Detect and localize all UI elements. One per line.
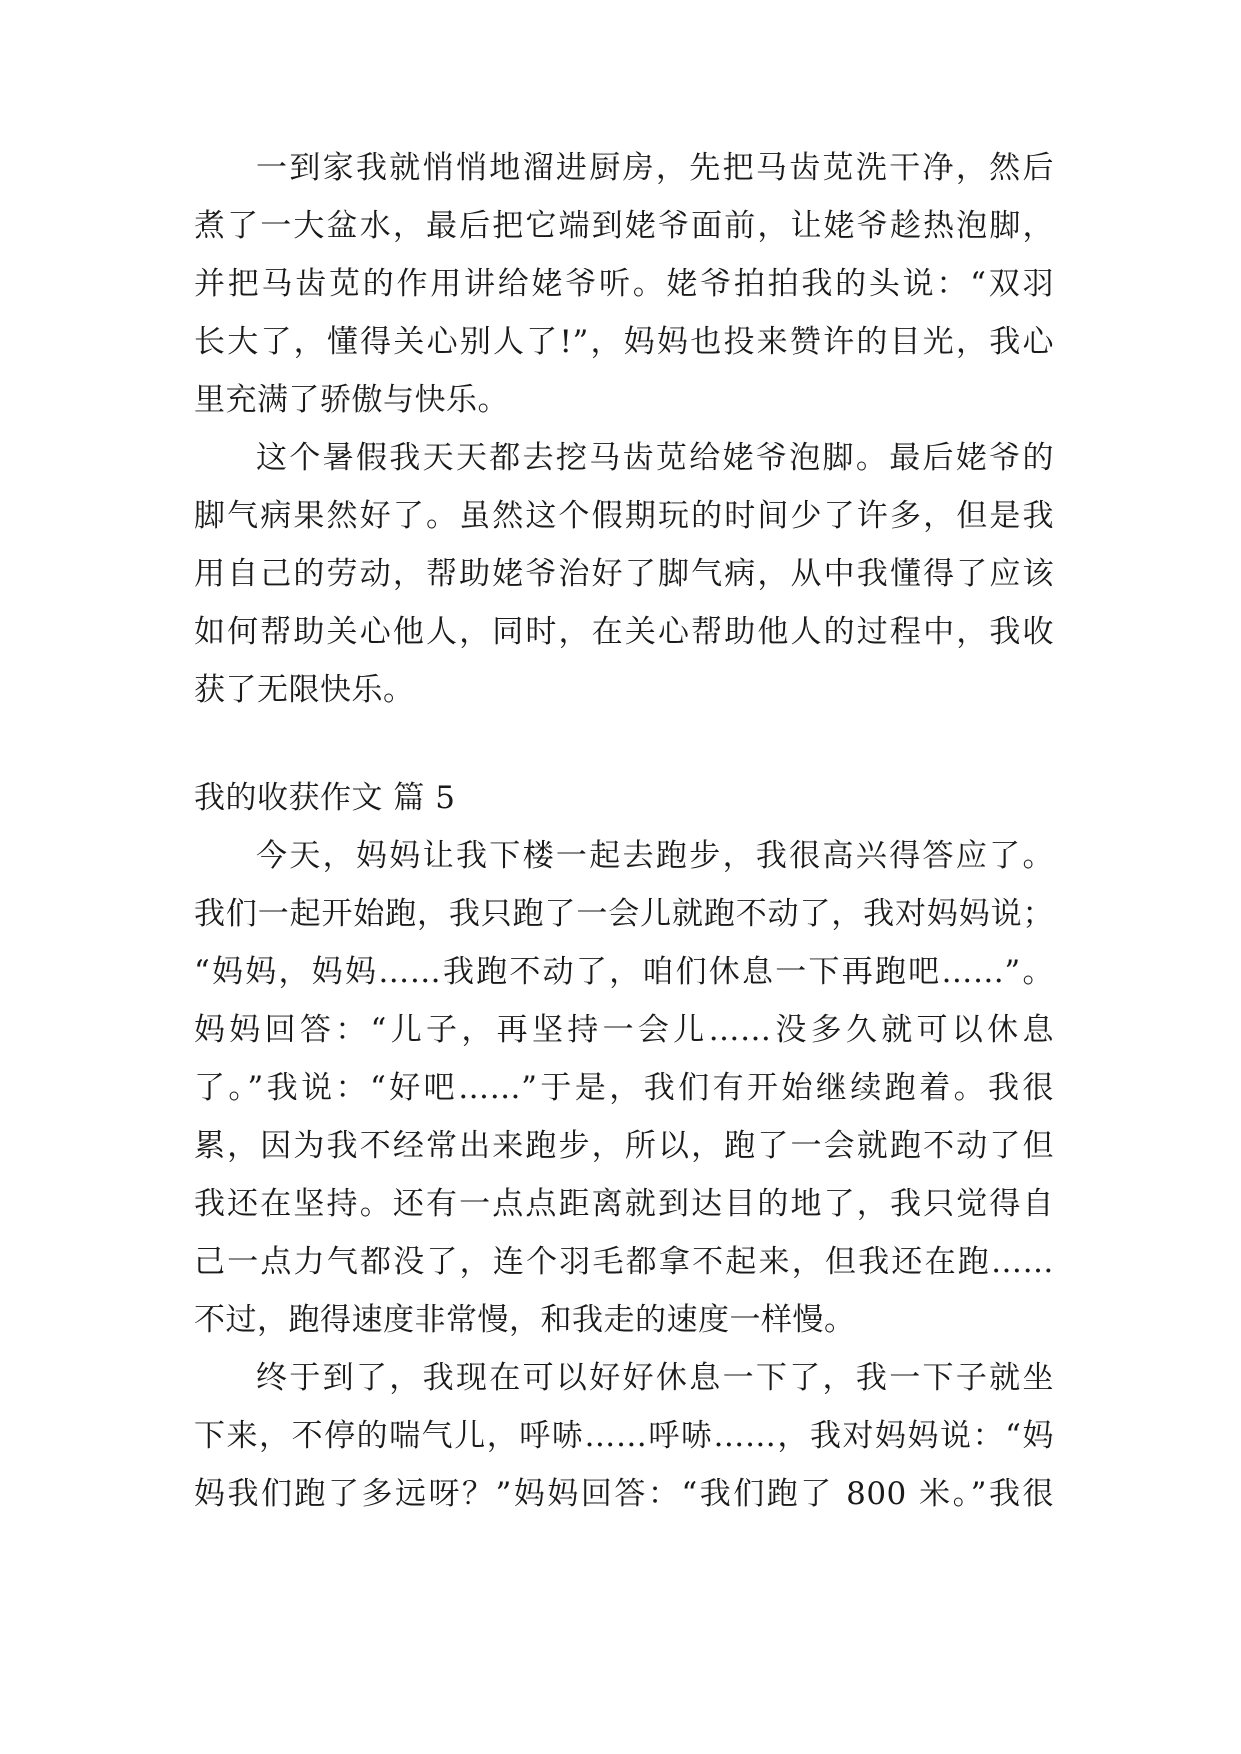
section-paragraph-1-line-8: 己一点力气都没了，连个羽毛都拿不起来，但我还在跑…… [194, 1244, 1054, 1280]
section-paragraph-1-line-3: “妈妈，妈妈……我跑不动了，咱们休息一下再跑吧……”。 [194, 954, 1054, 990]
paragraph-2-line-1: 这个暑假我天天都去挖马齿苋给姥爷泡脚。最后姥爷的 [256, 440, 1054, 476]
section-paragraph-1-line-6: 累，因为我不经常出来跑步，所以，跑了一会就跑不动了但 [194, 1128, 1054, 1164]
paragraph-1-line-1: 一到家我就悄悄地溜进厨房，先把马齿苋洗干净，然后 [256, 150, 1054, 186]
section-paragraph-2-line-1: 终于到了，我现在可以好好休息一下了，我一下子就坐 [256, 1360, 1054, 1396]
section-heading: 我的收获作文 篇 5 [194, 780, 456, 816]
paragraph-2-line-5: 获了无限快乐。 [194, 672, 415, 708]
paragraph-1-line-4: 长大了，懂得关心别人了!”，妈妈也投来赞许的目光，我心 [194, 324, 1054, 360]
paragraph-2-line-2: 脚气病果然好了。虽然这个假期玩的时间少了许多，但是我 [194, 498, 1054, 534]
paragraph-2-line-4: 如何帮助关心他人，同时，在关心帮助他人的过程中，我收 [194, 614, 1054, 650]
section-paragraph-2-line-2: 下来，不停的喘气儿，呼哧……呼哧……，我对妈妈说：“妈 [194, 1418, 1054, 1454]
paragraph-1-line-5: 里充满了骄傲与快乐。 [194, 382, 509, 418]
paragraph-2-line-3: 用自己的劳动，帮助姥爷治好了脚气病，从中我懂得了应该 [194, 556, 1054, 592]
section-paragraph-1-line-2: 我们一起开始跑，我只跑了一会儿就跑不动了，我对妈妈说； [194, 896, 1054, 932]
section-paragraph-2-line-3: 妈我们跑了多远呀？”妈妈回答：“我们跑了 800 米。”我很 [194, 1476, 1054, 1512]
paragraph-1-line-2: 煮了一大盆水，最后把它端到姥爷面前，让姥爷趁热泡脚， [194, 208, 1054, 244]
section-paragraph-1-line-4: 妈妈回答：“儿子，再坚持一会儿……没多久就可以休息 [194, 1012, 1054, 1048]
section-paragraph-1-line-9: 不过，跑得速度非常慢，和我走的速度一样慢。 [194, 1302, 856, 1338]
section-paragraph-1-line-5: 了。”我说：“好吧……”于是，我们有开始继续跑着。我很 [194, 1070, 1054, 1106]
section-paragraph-1-line-1: 今天，妈妈让我下楼一起去跑步，我很高兴得答应了。 [256, 838, 1054, 874]
paragraph-1-line-3: 并把马齿苋的作用讲给姥爷听。姥爷拍拍我的头说：“双羽 [194, 266, 1054, 302]
section-paragraph-1-line-7: 我还在坚持。还有一点点距离就到达目的地了，我只觉得自 [194, 1186, 1054, 1222]
